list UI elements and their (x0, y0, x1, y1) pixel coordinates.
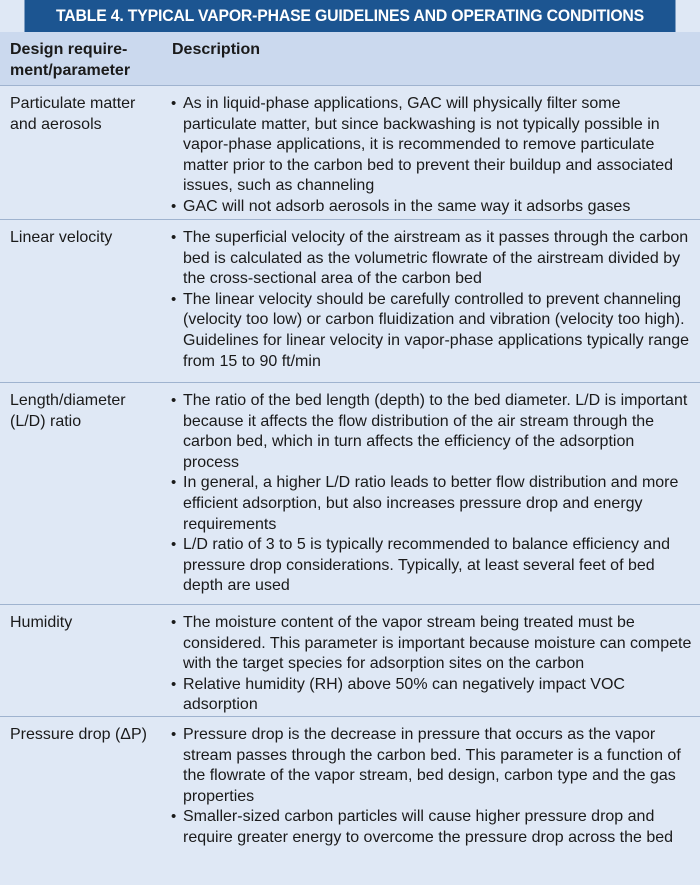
table-row (0, 86, 700, 220)
table-row (0, 717, 700, 885)
bullet-icon: • (171, 536, 177, 554)
bullet-text: In general, a higher L/D ratio leads to better flow distribution and more efficient adsorption, but also increases pressure drop and energy requirements (183, 474, 679, 533)
bullet-text: The ratio of the bed length (depth) to the bed diameter. L/D is important because it affects the flow distribution of the air stream through the carbon bed, which in turn affects the efficiency of the adsorption process (183, 392, 688, 471)
parameter-label: Linear velocity (10, 229, 113, 246)
column-header-description: Description (172, 41, 261, 58)
description-cell (170, 613, 700, 716)
bullet-icon: • (171, 474, 177, 492)
bullet-text: GAC will not adsorb aerosols in the same way it adsorbs gases (183, 197, 631, 215)
parameter-label: (L/D) ratio (10, 412, 82, 430)
bullet-text: L/D ratio of 3 to 5 is typically recommended to balance efficiency and pressure drop considerations. Typically, at least several feet of bed depth are used (183, 536, 671, 595)
list-item (170, 807, 692, 848)
parameter-cell (0, 613, 170, 716)
column-header-parameter (0, 39, 170, 85)
parameter-label: Pressure drop (ΔP) (10, 726, 147, 743)
parameter-label: Particulate matter (10, 95, 136, 112)
parameter-cell (0, 94, 170, 219)
list-item (170, 290, 692, 372)
bullet-icon: • (171, 290, 177, 308)
list-item (170, 391, 692, 473)
bullet-icon: • (171, 726, 177, 743)
bullet-text: The linear velocity should be carefully controlled to prevent channeling (velocity too low) or carbon fluidization and vibration (velocity too high). Guidelines for linear velocity in vapor-phase applications typically range from 15 to 90 ft/min (183, 290, 690, 370)
table-row (0, 605, 700, 717)
list-item (170, 473, 692, 535)
list-item (170, 197, 692, 218)
header-line-2: ment/parameter (10, 62, 131, 79)
list-item (170, 94, 692, 197)
parameter-cell (0, 228, 170, 382)
parameter-label: Humidity (10, 614, 73, 631)
table-row (0, 220, 700, 383)
bullet-text: The moisture content of the vapor stream being treated must be considered. This parameter is important because moisture can compete with the target species for adsorption sites on the carbon (183, 614, 692, 673)
bullet-icon: • (171, 675, 177, 693)
table-row (0, 383, 700, 605)
bullet-text: The superficial velocity of the airstream as it passes through the carbon bed is calculated as the volumetric flowrate of the airstream divided by the cross-sectional area of the carbon bed (183, 229, 689, 288)
bullet-text: Pressure drop is the decrease in pressure that occurs as the vapor stream passes through the carbon bed. This parameter is a function of the flowrate of the vapor stream, bed design, carbon type and the gas properties (183, 726, 681, 805)
bullet-text: Smaller-sized carbon particles will cause higher pressure drop and require greater energy to overcome the pressure drop across the bed (183, 808, 674, 846)
description-cell (170, 94, 700, 219)
bullet-icon: • (171, 808, 177, 826)
bullet-text: Relative humidity (RH) above 50% can negatively impact VOC adsorption (183, 675, 625, 714)
bullet-icon: • (171, 392, 177, 409)
parameter-label: and aerosols (10, 115, 102, 133)
table-title: TABLE 4. TYPICAL VAPOR-PHASE GUIDELINES AND OPERATING CONDITIONS (25, 0, 676, 32)
list-item (170, 228, 692, 290)
parameter-label: Length/diameter (10, 392, 126, 409)
bullet-icon: • (171, 197, 177, 215)
parameter-cell (0, 391, 170, 604)
list-item (170, 725, 692, 807)
list-item (170, 535, 692, 597)
bullet-icon: • (171, 229, 177, 246)
column-header-row (0, 32, 700, 86)
bullet-text: As in liquid-phase applications, GAC will physically filter some particulate matter, but since backwashing is not typically possible in vapor-phase applications, it is recommended to remove particulate matter prior to the carbon bed to prevent their buildup and associated issues, such as channeling (183, 95, 674, 195)
bullet-icon: • (171, 614, 177, 631)
header-line-1: Design require- (10, 41, 128, 58)
description-cell (170, 391, 700, 604)
bullet-icon: • (171, 95, 177, 112)
list-item (170, 675, 692, 716)
list-item (170, 613, 692, 675)
parameter-cell (0, 725, 170, 885)
description-cell (170, 228, 700, 382)
description-cell (170, 725, 700, 885)
